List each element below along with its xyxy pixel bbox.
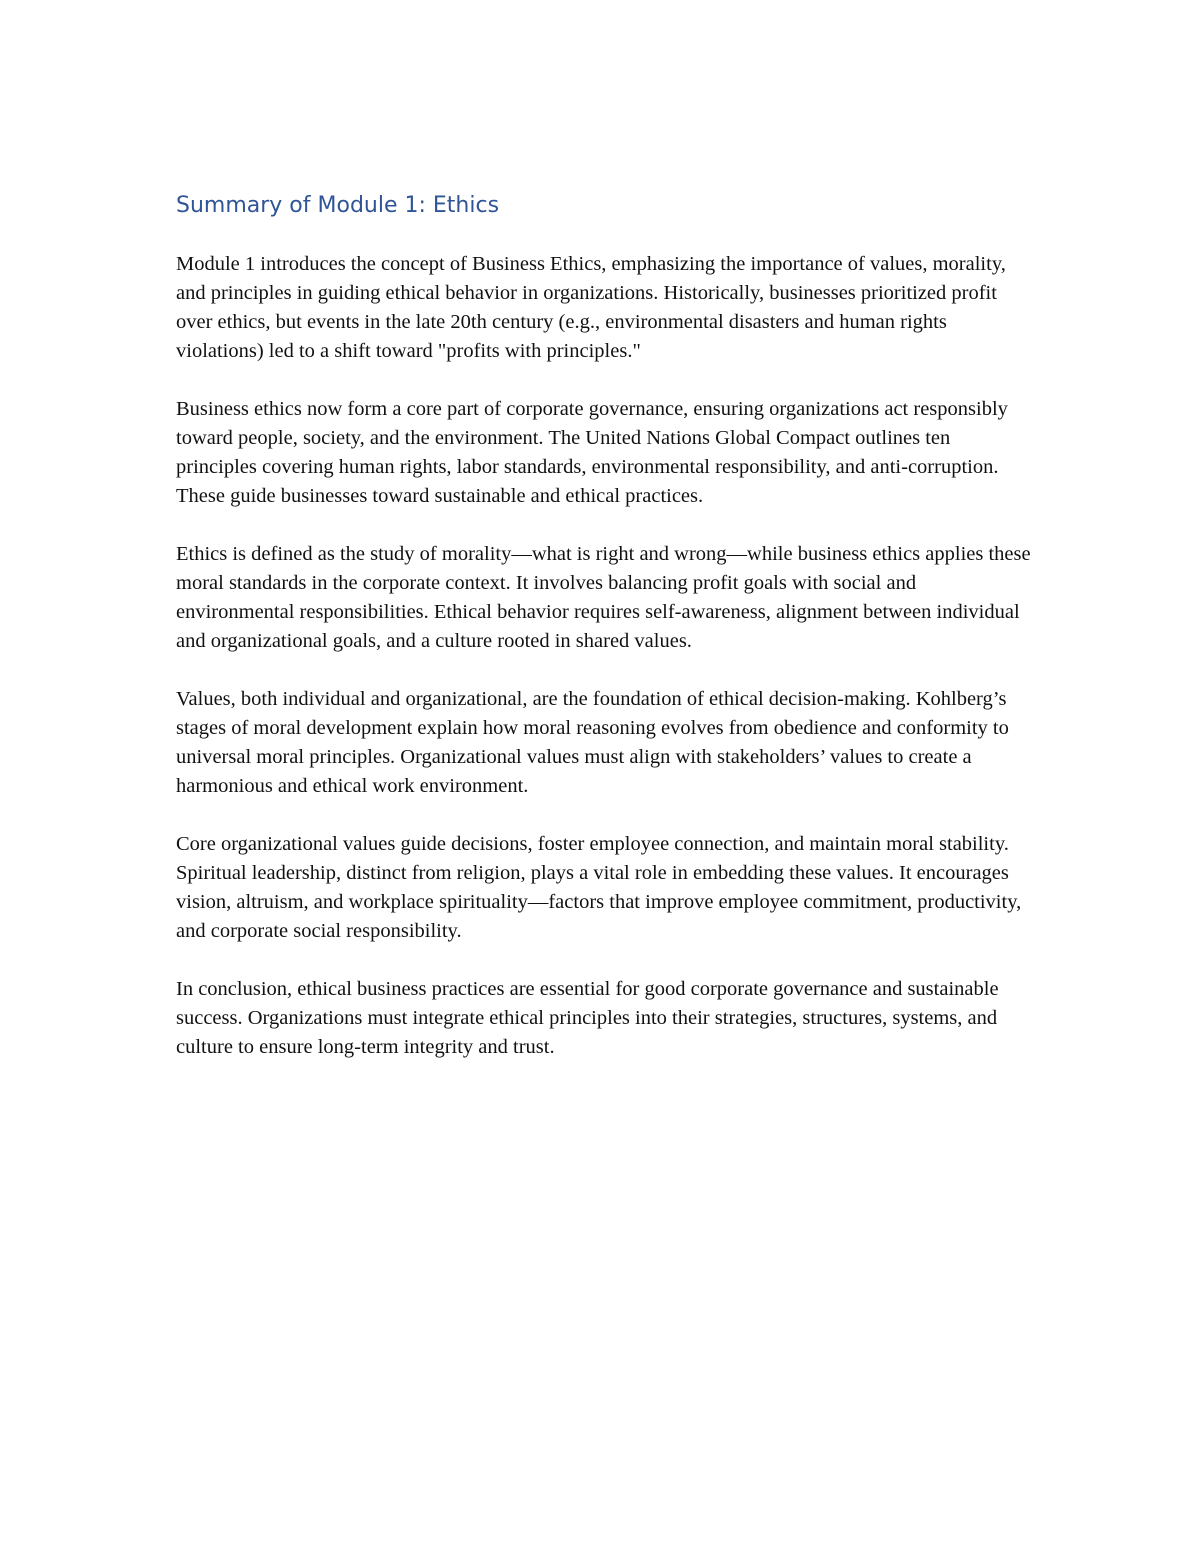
paragraph-conclusion: In conclusion, ethical business practices are essential for good corporate governance and sustainable success. Organizations must integrate ethical principles into their strategies, structures, systems, and culture to ensure long-term integrity and trust. — [176, 978, 999, 1058]
paragraph-introduction: Module 1 introduces the concept of Business Ethics, emphasizing the importance of values, morality, and principles in guiding ethical behavior in organizations. Historically, businesses prioritized profit over ethics, but events in the late 20th century (e.g., environmental disasters and human rights violations) led to a shift toward "profits with principles." — [176, 253, 1006, 362]
document-body — [176, 190, 1036, 1091]
paragraph-corporate-governance: Business ethics now form a core part of corporate governance, ensuring organizations act responsibly toward people, society, and the environment. The United Nations Global Compact outlines ten principles covering human rights, labor standards, environmental responsibility, and anti-corruption. These guide businesses toward sustainable and ethical practices. — [176, 398, 1008, 507]
paragraph-ethics-definition: Ethics is defined as the study of morality—what is right and wrong—while business ethics applies these moral standards in the corporate context. It involves balancing profit goals with social and environmental responsibilities. Ethical behavior requires self-awareness, alignment between individual and organizational goals, and a culture rooted in shared values. — [176, 543, 1031, 652]
paragraph-values: Values, both individual and organizational, are the foundation of ethical decision-making. Kohlberg’s stages of moral development explain how moral reasoning evolves from obedience and conformity to universal moral principles. Organizational values must align with stakeholders’ values to create a harmonious and ethical work environment. — [176, 688, 1009, 797]
document-title: Summary of Module 1: Ethics — [176, 193, 500, 218]
paragraph-core-values: Core organizational values guide decisions, foster employee connection, and maintain moral stability. Spiritual leadership, distinct from religion, plays a vital role in embedding these values. It encourages vision, altruism, and workplace spirituality—factors that improve employee commitment, productivity, and corporate social responsibility. — [176, 833, 1022, 942]
